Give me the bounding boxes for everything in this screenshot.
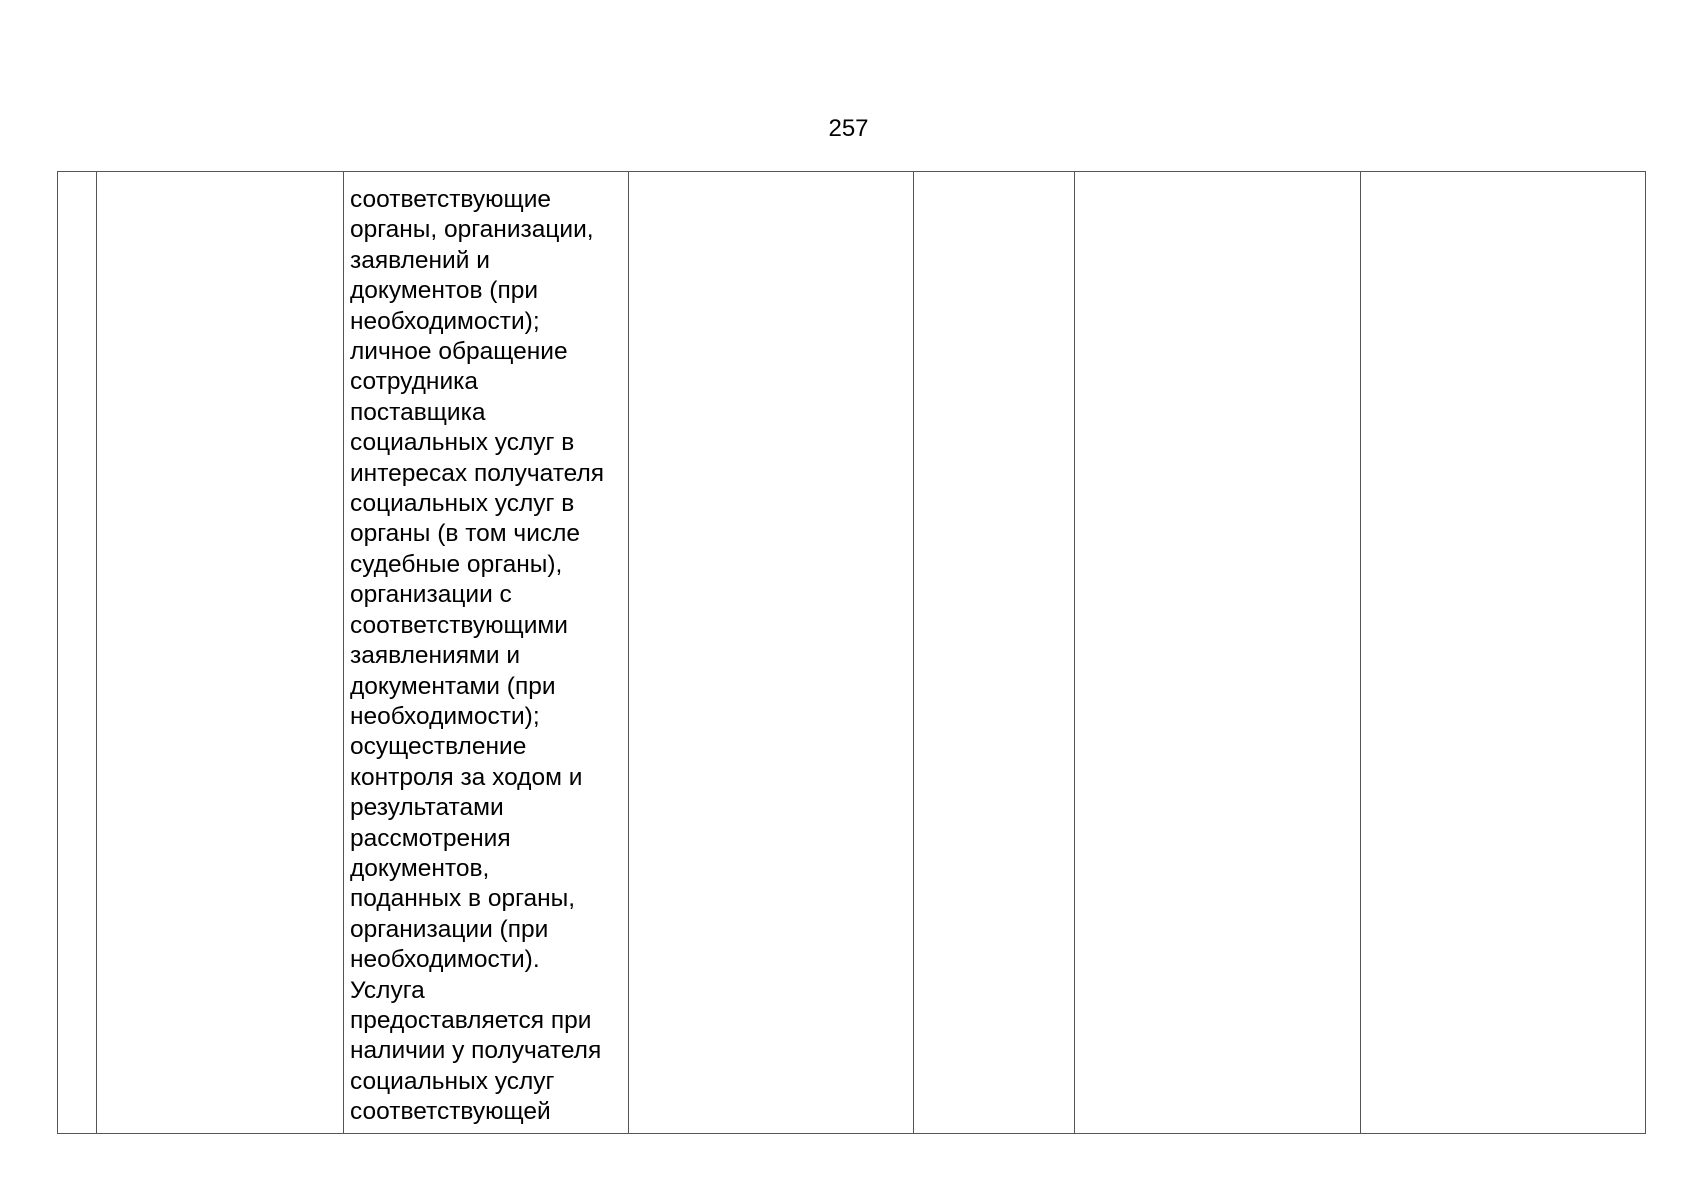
description-line: соответствующие xyxy=(350,186,552,213)
description-line: организации с xyxy=(350,581,512,609)
description-line: Услуга xyxy=(350,976,425,1004)
table-cell-description xyxy=(344,172,629,1134)
table-cell-name xyxy=(97,172,344,1134)
description-line: предоставляется при xyxy=(350,1006,592,1034)
description-line: контроля за ходом и xyxy=(350,763,583,791)
description-line: соответствующими xyxy=(350,611,568,639)
description-line: поставщика xyxy=(350,398,486,426)
description-line: поданных в органы, xyxy=(350,885,576,913)
description-line: интересах получателя xyxy=(350,459,605,487)
description-line: организации (при xyxy=(350,915,549,943)
description-line: органы, организации, xyxy=(350,216,594,244)
table-cell-col7 xyxy=(1361,172,1646,1134)
table-cell-col5 xyxy=(914,172,1075,1134)
description-line: необходимости); xyxy=(350,702,540,730)
description-text xyxy=(344,172,628,1128)
description-line: документов (при xyxy=(350,277,539,305)
description-line: осуществление xyxy=(350,733,527,761)
description-line: соответствующей xyxy=(350,1098,551,1126)
description-line: рассмотрения xyxy=(350,824,511,852)
description-line: документов, xyxy=(350,854,490,882)
description-line: наличии у получателя xyxy=(350,1037,602,1065)
description-line: социальных услуг в xyxy=(350,490,575,518)
description-line: личное обращение xyxy=(350,338,568,366)
description-line: судебные органы), xyxy=(350,550,563,578)
description-line: социальных услуг в xyxy=(350,429,575,457)
description-line: органы (в том числе xyxy=(350,520,581,548)
description-line: заявлений и xyxy=(350,246,490,274)
page-number: 257 xyxy=(828,115,869,142)
description-line: заявлениями и xyxy=(350,642,521,670)
table-row xyxy=(58,172,1646,1134)
description-line: необходимости); xyxy=(350,307,540,335)
document-table xyxy=(57,171,1646,1134)
description-line: результатами xyxy=(350,794,504,822)
description-line: документами (при xyxy=(350,672,556,700)
description-line: сотрудника xyxy=(350,368,479,396)
table-cell-col4 xyxy=(629,172,914,1134)
table-cell-number xyxy=(58,172,97,1134)
description-line: социальных услуг xyxy=(350,1067,555,1095)
description-line: необходимости). xyxy=(350,946,540,974)
table-cell-col6 xyxy=(1075,172,1361,1134)
